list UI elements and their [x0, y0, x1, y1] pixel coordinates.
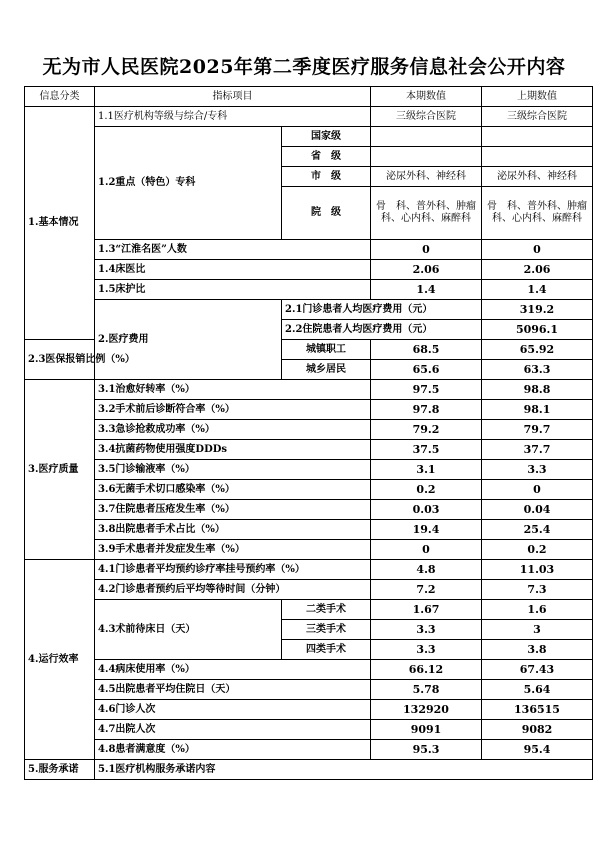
value-current: 65.6 [371, 360, 482, 380]
category-service: 5.服务承诺 [25, 760, 95, 780]
category-cost: 2.医疗费用 [95, 300, 282, 380]
row-label: 3.3急诊抢救成功率（%） [95, 420, 371, 440]
table-row [25, 500, 593, 520]
sub-label: 二类手术 [282, 600, 371, 620]
value-previous: 2.06 [482, 260, 593, 280]
value-previous: 63.3 [482, 360, 593, 380]
value-previous: 95.4 [482, 740, 593, 760]
value-current: 95.3 [371, 740, 482, 760]
value-previous: 25.4 [482, 520, 593, 540]
table-row [25, 580, 593, 600]
value-current: 19.4 [371, 520, 482, 540]
row-label: 1.2重点（特色）专科 [95, 127, 282, 240]
row-label: 3.1治愈好转率（%） [95, 380, 371, 400]
value-current: 9091 [371, 720, 482, 740]
table-row [25, 107, 593, 127]
row-label: 2.3医保报销比例（%） [25, 340, 95, 380]
value-current: 79.2 [371, 420, 482, 440]
value-previous: 79.7 [482, 420, 593, 440]
sub-label: 城镇职工 [282, 340, 371, 360]
sub-label-provincial: 省 级 [282, 147, 371, 167]
row-label: 3.5门诊输液率（%） [95, 460, 371, 480]
row-label: 4.2门诊患者预约后平均等待时间（分钟） [95, 580, 371, 600]
table-row [25, 300, 593, 320]
page-title: 无为市人民医院2025年第二季度医疗服务信息社会公开内容 [42, 56, 566, 78]
value-current [371, 127, 482, 147]
value-current: 68.5 [371, 340, 482, 360]
value-previous: 1.4 [482, 280, 593, 300]
table-row [25, 700, 593, 720]
value-previous: 98.1 [482, 400, 593, 420]
table-row [25, 380, 593, 400]
row-label: 3.8出院患者手术占比（%） [95, 520, 371, 540]
value-previous: 5.64 [482, 680, 593, 700]
table-row [25, 600, 593, 620]
row-label: 4.6门诊人次 [95, 700, 371, 720]
value-previous: 11.03 [482, 560, 593, 580]
value-current: 132920 [371, 700, 482, 720]
value-current: 三级综合医院 [371, 107, 482, 127]
table-row [25, 240, 593, 260]
value-previous: 0.2 [482, 540, 593, 560]
value-previous: 7.3 [482, 580, 593, 600]
value-current: 1.4 [371, 280, 482, 300]
value-previous: 65.92 [482, 340, 593, 360]
value-current: 319.2 [482, 300, 593, 320]
value-previous: 1.6 [482, 600, 593, 620]
table-row [25, 720, 593, 740]
value-previous: 三级综合医院 [482, 107, 593, 127]
row-label: 4.7出院人次 [95, 720, 371, 740]
table-row [25, 460, 593, 480]
header-previous: 上期数值 [482, 87, 593, 107]
table-row [25, 260, 593, 280]
value-previous: 136515 [482, 700, 593, 720]
value-previous: 98.8 [482, 380, 593, 400]
sub-label: 城乡居民 [282, 360, 371, 380]
value-current: 4.8 [371, 560, 482, 580]
table-row [25, 760, 593, 780]
row-label: 4.3术前待床日（天） [95, 600, 282, 660]
value-previous [482, 127, 593, 147]
value-current: 2.06 [371, 260, 482, 280]
value-previous: 0 [482, 480, 593, 500]
value-current: 泌尿外科、神经科 [371, 167, 482, 187]
header-row [25, 87, 593, 107]
value-previous: 0.04 [482, 500, 593, 520]
value-previous: 3.8 [482, 640, 593, 660]
sub-label: 四类手术 [282, 640, 371, 660]
row-label: 3.6无菌手术切口感染率（%） [95, 480, 371, 500]
value-previous: 3.3 [482, 460, 593, 480]
info-table [24, 86, 593, 780]
table-row [25, 420, 593, 440]
category-efficiency: 4.运行效率 [25, 560, 95, 760]
row-label: 4.5出院患者平均住院日（天） [95, 680, 371, 700]
value-previous [482, 147, 593, 167]
value-previous: 67.43 [482, 660, 593, 680]
value-current: 骨 科、普外科、肿瘤科、心内科、麻醉科 [371, 187, 482, 240]
table-row [25, 400, 593, 420]
row-label: 1.1医疗机构等级与综合/专科 [95, 107, 371, 127]
row-label: 1.5床护比 [95, 280, 371, 300]
value-current: 66.12 [371, 660, 482, 680]
table-row [25, 680, 593, 700]
value-previous: 0 [482, 240, 593, 260]
table-row [25, 740, 593, 760]
value-current: 5096.1 [482, 320, 593, 340]
value-current: 3.1 [371, 460, 482, 480]
row-label: 4.1门诊患者平均预约诊疗率挂号预约率（%） [95, 560, 371, 580]
sub-label: 三类手术 [282, 620, 371, 640]
header-current: 本期数值 [371, 87, 482, 107]
row-label: 1.4床医比 [95, 260, 371, 280]
row-label: 3.7住院患者压疮发生率（%） [95, 500, 371, 520]
row-label: 4.4病床使用率（%） [95, 660, 371, 680]
header-category: 信息分类 [25, 87, 95, 107]
value-previous: 泌尿外科、神经科 [482, 167, 593, 187]
value-current: 3.3 [371, 620, 482, 640]
sub-label-city: 市 级 [282, 167, 371, 187]
value-current: 0 [371, 540, 482, 560]
table-row [25, 660, 593, 680]
row-label: 3.4抗菌药物使用强度DDDs [95, 440, 371, 460]
row-label: 1.3“江淮名医”人数 [95, 240, 371, 260]
value-current: 37.5 [371, 440, 482, 460]
value-current: 3.3 [371, 640, 482, 660]
table-row [25, 480, 593, 500]
row-label: 3.2手术前后诊断符合率（%） [95, 400, 371, 420]
value-previous: 9082 [482, 720, 593, 740]
row-label: 2.1门诊患者人均医疗费用（元） [282, 300, 482, 320]
row-label: 2.2住院患者人均医疗费用（元） [282, 320, 482, 340]
header-indicator: 指标项目 [95, 87, 371, 107]
sub-label-hospital: 院 级 [282, 187, 371, 240]
table-row [25, 560, 593, 580]
table-row [25, 280, 593, 300]
value-previous: 3 [482, 620, 593, 640]
value-current: 0.03 [371, 500, 482, 520]
value-current: 0 [371, 240, 482, 260]
value-current: 0.2 [371, 480, 482, 500]
row-label: 4.8患者满意度（%） [95, 740, 371, 760]
category-basic: 1.基本情况 [25, 107, 95, 340]
value-current: 97.5 [371, 380, 482, 400]
table-row [25, 520, 593, 540]
row-label: 5.1医疗机构服务承诺内容 [95, 760, 593, 780]
table-row [25, 440, 593, 460]
value-current: 5.78 [371, 680, 482, 700]
category-quality: 3.医疗质量 [25, 380, 95, 560]
value-current: 7.2 [371, 580, 482, 600]
value-current: 1.67 [371, 600, 482, 620]
table-row [25, 540, 593, 560]
value-previous: 37.7 [482, 440, 593, 460]
value-current [371, 147, 482, 167]
value-previous: 骨 科、普外科、肿瘤科、心内科、麻醉科 [482, 187, 593, 240]
sub-label-national: 国家级 [282, 127, 371, 147]
value-current: 97.8 [371, 400, 482, 420]
row-label: 3.9手术患者并发症发生率（%） [95, 540, 371, 560]
table-row [25, 127, 593, 147]
